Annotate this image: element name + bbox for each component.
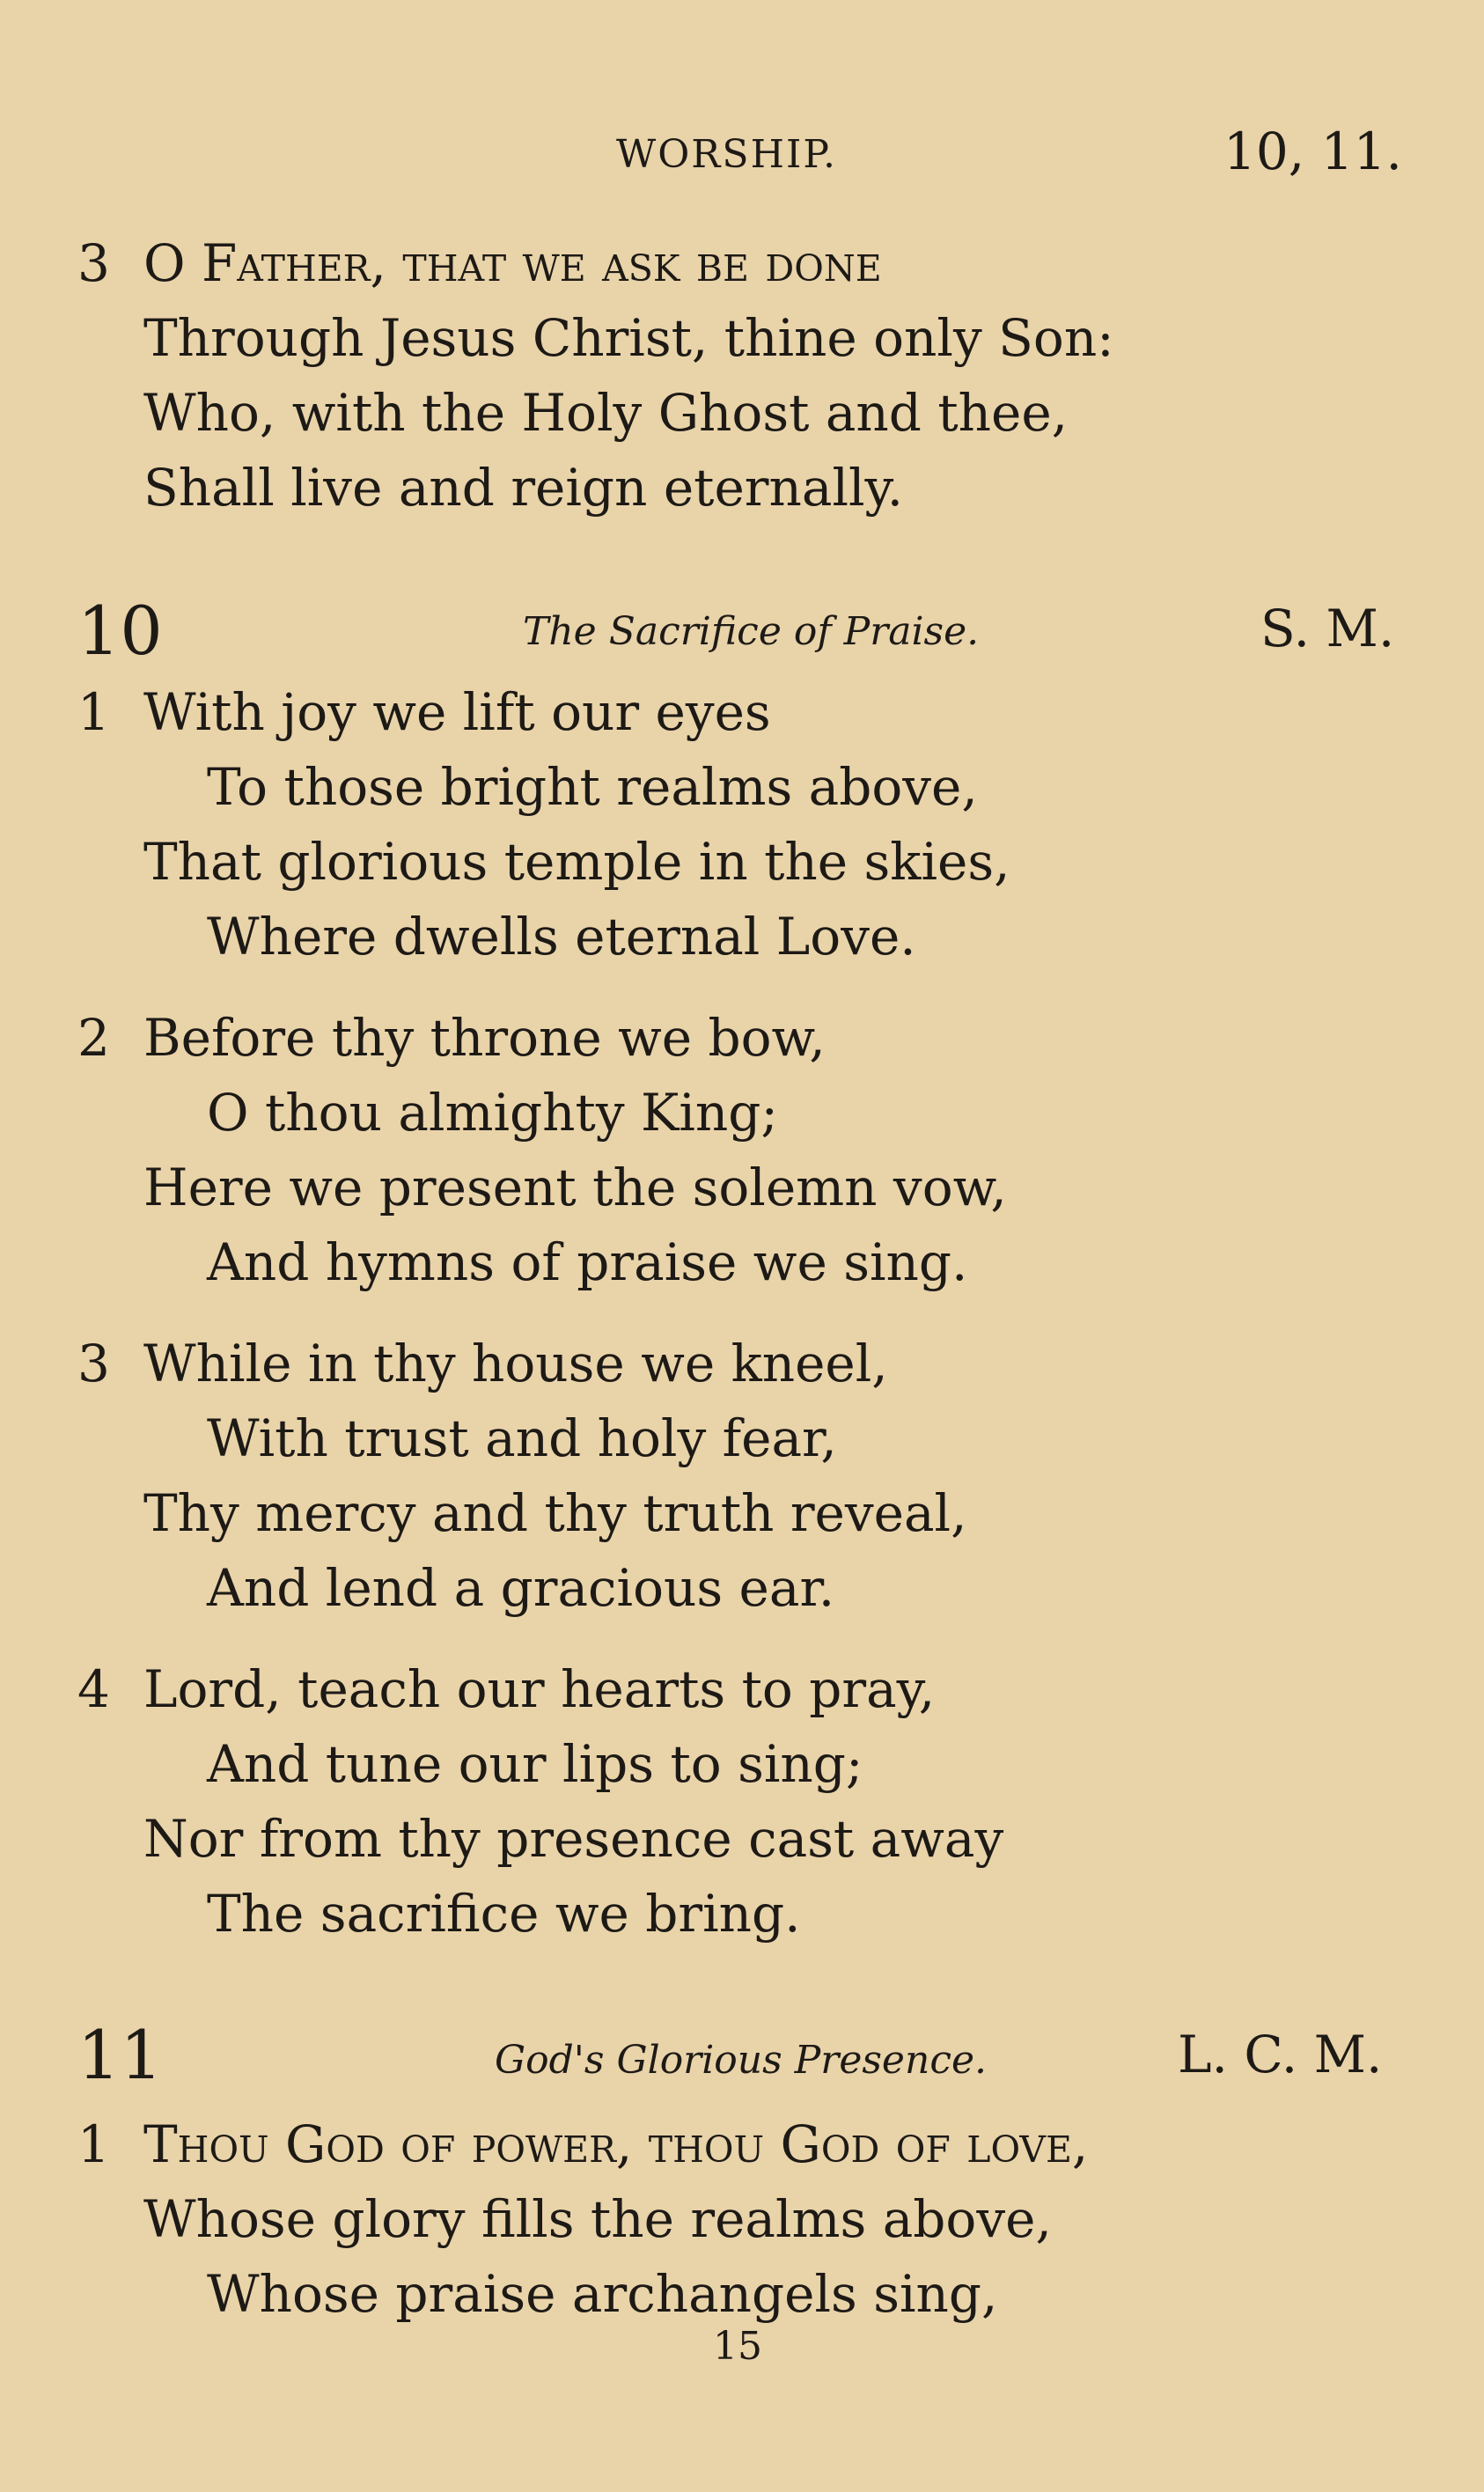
verse-line: The sacrifice we bring. — [207, 1884, 801, 1944]
verse-number: 4 — [77, 1659, 110, 1719]
verse-line: Thou God of power, thou God of love, — [143, 2114, 1089, 2174]
verse-line: Nor from thy presence cast away — [143, 1809, 1004, 1869]
verse-line: While in thy house we kneel, — [143, 1334, 888, 1393]
verse-line: And lend a gracious ear. — [207, 1558, 835, 1618]
verse-line: Whose glory fills the realms above, — [143, 2189, 1052, 2249]
verse-line: Who, with the Holy Ghost and thee, — [143, 383, 1069, 443]
verse-number: 2 — [77, 1008, 110, 1068]
verse-line: Lord, teach our hearts to pray, — [143, 1659, 936, 1719]
running-header-hymn-range: 10, 11. — [1223, 121, 1402, 181]
verse-line: To those bright realms above, — [207, 757, 978, 817]
verse-number: 1 — [77, 682, 110, 742]
hymn-title: God's Glorious Presence. — [495, 2038, 987, 2083]
hymn-number: 11 — [77, 2016, 163, 2094]
verse-line: O thou almighty King; — [207, 1083, 778, 1143]
hymn-number: 10 — [77, 592, 163, 670]
hymn-meter: S. M. — [1260, 599, 1395, 658]
verse-line: O Father, that we ask be done — [143, 233, 882, 293]
verse-line: And tune our lips to sing; — [207, 1734, 863, 1794]
verse-number: 3 — [77, 1334, 110, 1393]
verse-line: Shall live and reign eternally. — [143, 458, 904, 518]
verse-line: With joy we lift our eyes — [143, 682, 771, 742]
verse-line: With trust and holy fear, — [207, 1408, 837, 1468]
verse-line: Where dwells eternal Love. — [207, 907, 916, 967]
verse-line: Thy mercy and thy truth reveal, — [143, 1483, 967, 1543]
page-number: 15 — [713, 2324, 762, 2369]
verse-line: That glorious temple in the skies, — [143, 832, 1010, 892]
verse-number: 3 — [77, 233, 110, 293]
verse-line: Through Jesus Christ, thine only Son: — [143, 308, 1114, 368]
verse-line: Before thy throne we bow, — [143, 1008, 826, 1068]
verse-line: Whose praise archangels sing, — [207, 2264, 998, 2324]
running-header-title: WORSHIP. — [616, 132, 837, 177]
verse-number: 1 — [77, 2114, 110, 2174]
hymn-title: The Sacrifice of Praise. — [523, 609, 980, 654]
verse-line: Here we present the solemn vow, — [143, 1158, 1007, 1217]
verse-line: And hymns of praise we sing. — [207, 1232, 968, 1292]
hymn-meter: L. C. M. — [1178, 2025, 1383, 2084]
